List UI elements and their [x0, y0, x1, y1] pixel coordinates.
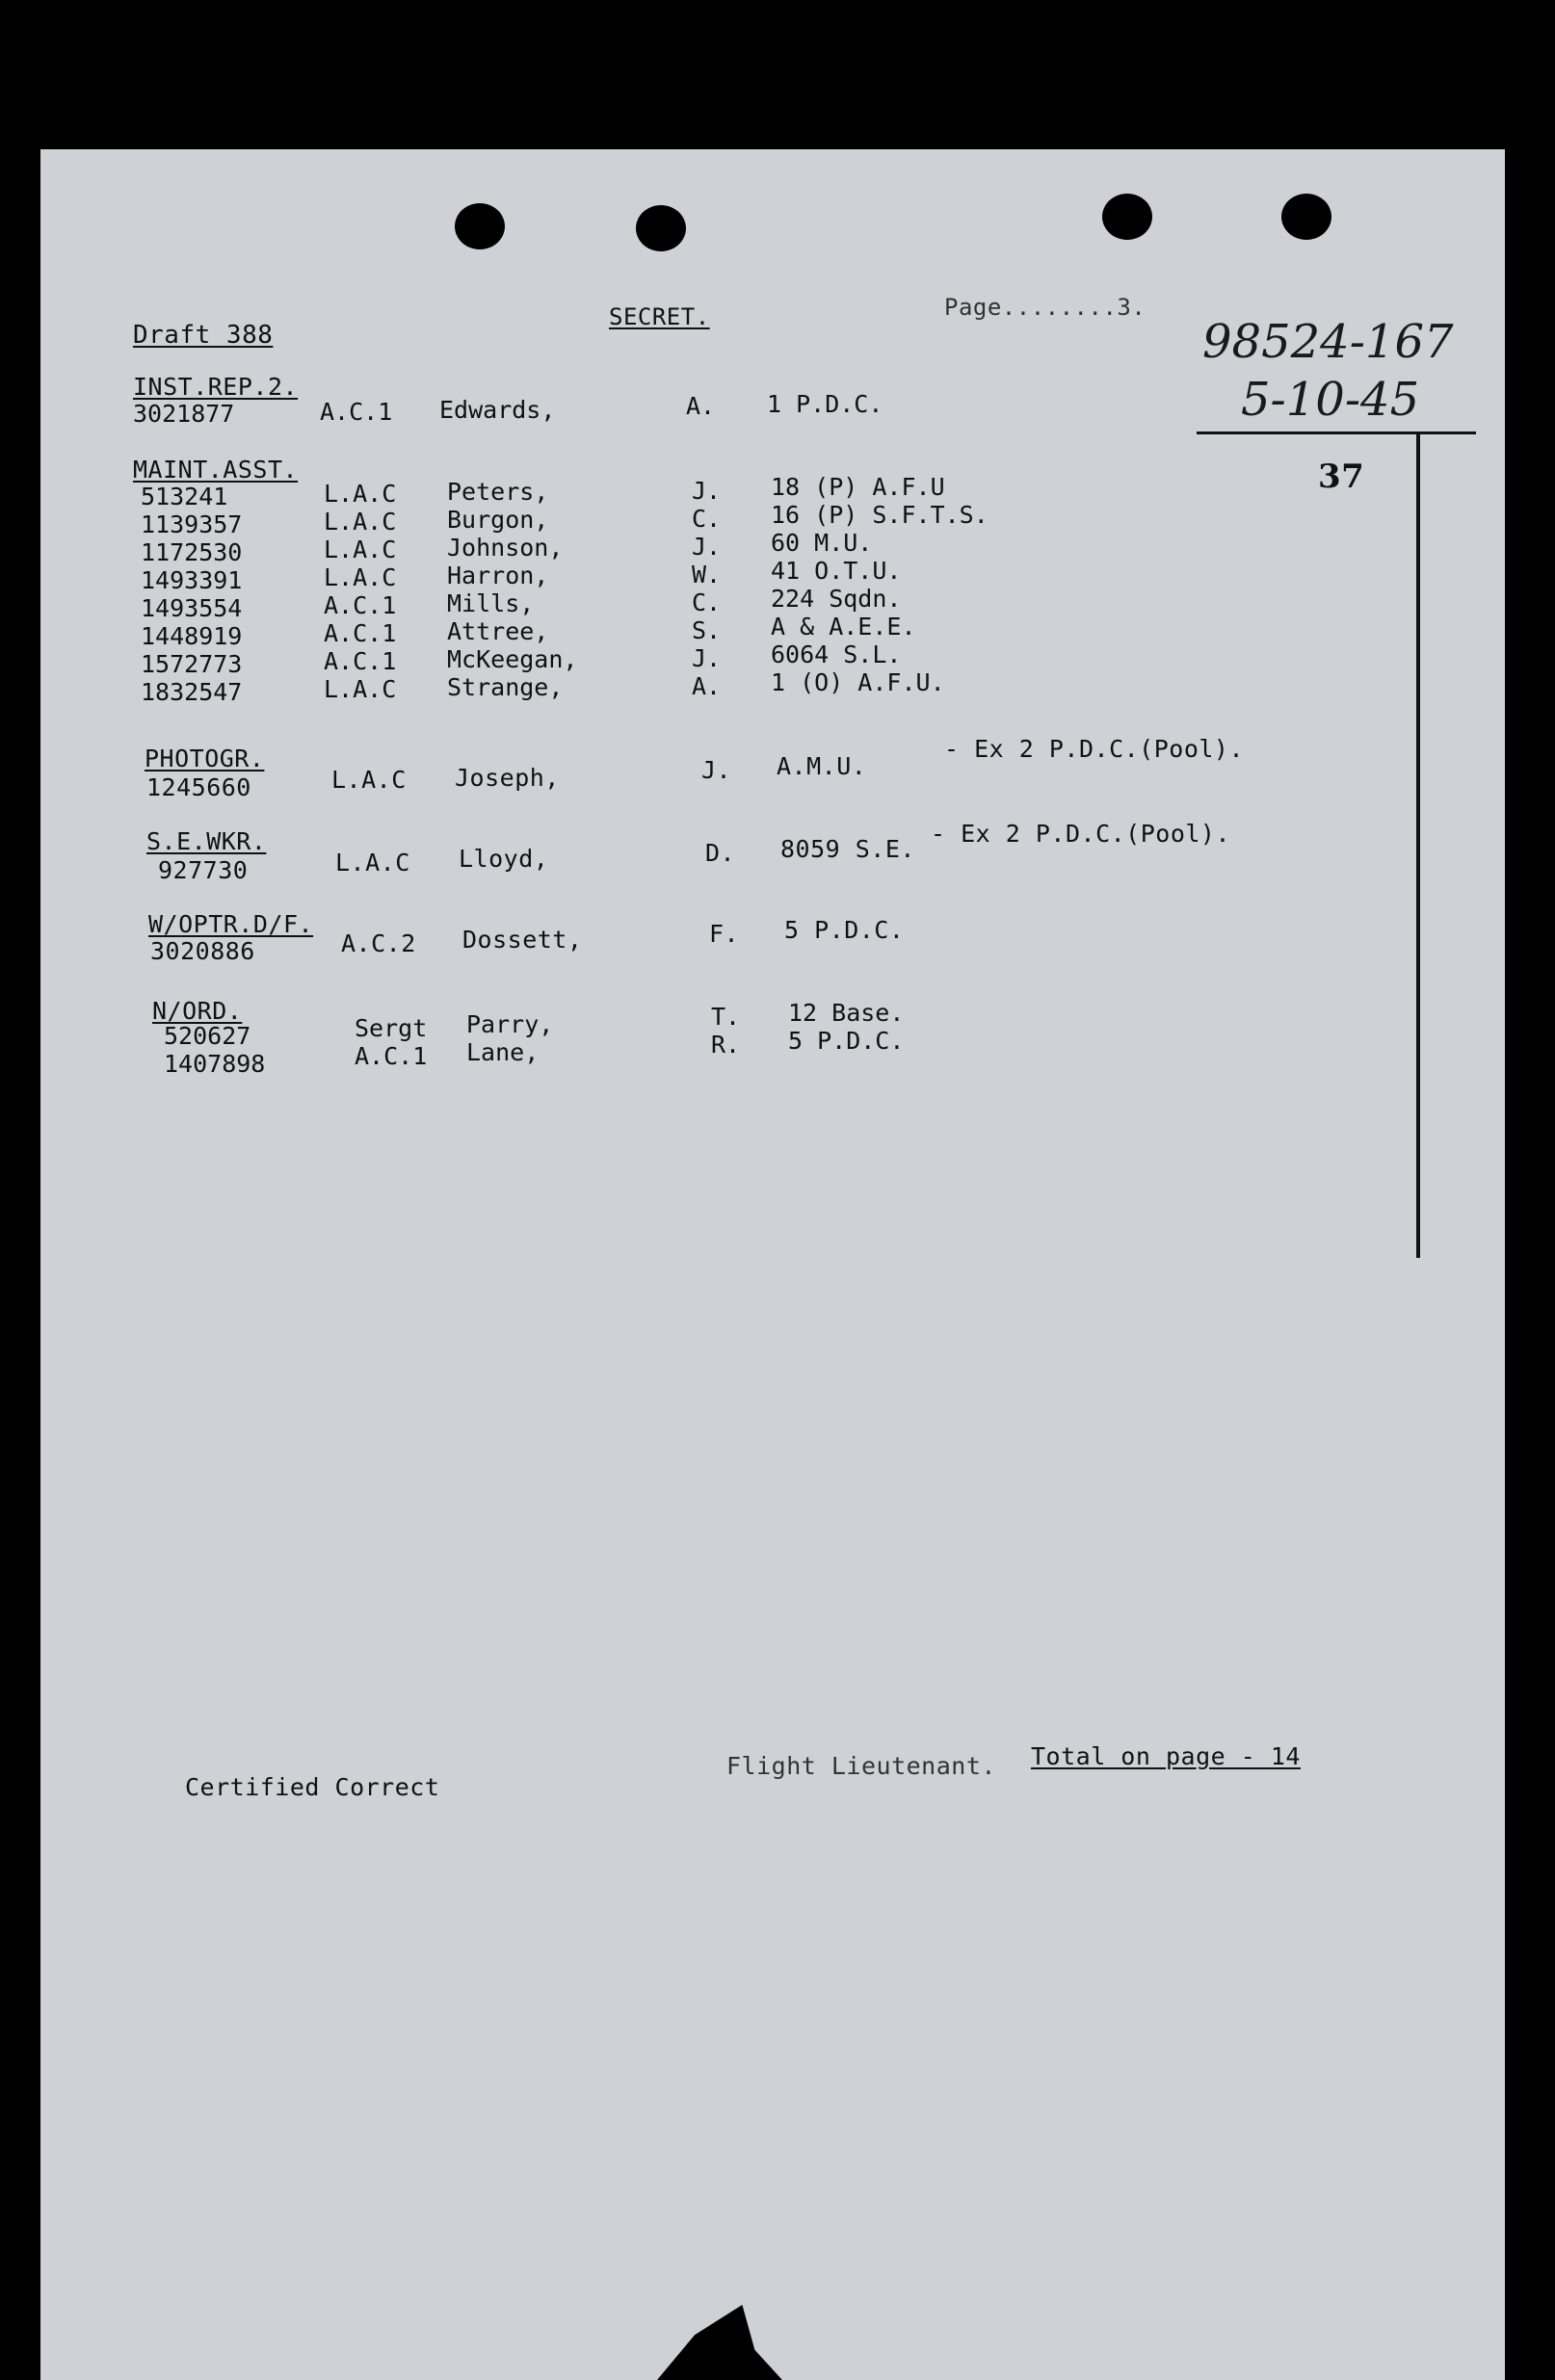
posting: 16 (P) S.F.T.S.: [771, 501, 988, 529]
punch-hole: [636, 205, 686, 251]
code: C.: [692, 505, 722, 533]
code: J.: [692, 533, 722, 561]
name-column: [439, 396, 555, 424]
rank: A.C.2: [341, 929, 416, 957]
service-number: 1172530: [141, 538, 243, 566]
margin-rule-horizontal: [1197, 432, 1476, 434]
service-number: 1493554: [141, 594, 243, 622]
folio-number: 37: [1318, 458, 1365, 496]
service-number: 3021877: [133, 400, 235, 428]
section-heading: INST.REP.2.: [133, 373, 299, 401]
rank: L.A.C: [324, 536, 397, 563]
rank: L.A.C: [324, 563, 397, 591]
punch-hole: [1281, 194, 1331, 240]
posting: 6064 S.L.: [771, 641, 902, 668]
service-number: 3020886: [150, 937, 255, 965]
rank: L.A.C: [324, 480, 397, 508]
rank: A.C.1: [324, 591, 397, 619]
number-column: [164, 1022, 265, 1078]
document-page: [40, 149, 1505, 2380]
posting-column: [788, 999, 904, 1055]
code: T.: [711, 1003, 741, 1031]
code: R.: [711, 1031, 741, 1059]
section-rows: [133, 400, 234, 428]
code: F.: [709, 920, 740, 948]
code: D.: [705, 839, 736, 867]
posting: 41 O.T.U.: [771, 557, 902, 585]
surname: Burgon,: [447, 506, 549, 534]
posting: 8059 S.E.: [780, 835, 915, 863]
section-heading: N/ORD.: [152, 997, 243, 1025]
surname: Parry,: [466, 1010, 554, 1038]
rank: Sergt: [355, 1014, 428, 1042]
code: S.: [692, 616, 722, 644]
rank: L.A.C: [335, 849, 410, 876]
service-number: 1139357: [141, 510, 243, 538]
posting: A & A.E.E.: [771, 613, 916, 641]
service-number: 1448919: [141, 622, 243, 650]
rank-column: [355, 1014, 427, 1070]
posting: 12 Base.: [788, 999, 905, 1027]
rank-column: [320, 398, 392, 426]
service-number: 520627: [164, 1022, 251, 1050]
code: J.: [692, 644, 722, 672]
surname: Attree,: [447, 617, 549, 645]
surname: Peters,: [447, 478, 549, 506]
surname: Strange,: [447, 673, 564, 701]
code-column: [711, 1003, 740, 1059]
posting-column: [771, 473, 988, 696]
posting: 224 Sqdn.: [771, 585, 902, 613]
posting: 1 (O) A.F.U.: [771, 668, 945, 696]
name-column: [447, 478, 577, 701]
rank: L.A.C: [324, 675, 397, 703]
margin-rule-vertical: [1416, 434, 1420, 1258]
code-column: [692, 477, 721, 700]
posting: 5 P.D.C.: [784, 916, 905, 944]
rank: L.A.C: [324, 508, 397, 536]
posting: 1 P.D.C.: [767, 390, 883, 418]
posting: 60 M.U.: [771, 529, 873, 557]
posting: 18 (P) A.F.U: [771, 473, 945, 501]
service-number: 1832547: [141, 678, 243, 706]
rank: A.C.1: [324, 647, 397, 675]
rank: L.A.C: [331, 766, 407, 794]
reference-date: 5-10-45: [1241, 373, 1420, 427]
surname: Mills,: [447, 589, 535, 617]
signatory-rank: Flight Lieutenant.: [726, 1752, 996, 1780]
punch-hole: [455, 203, 505, 249]
code: W.: [692, 561, 722, 588]
surname: Johnson,: [447, 534, 564, 562]
page-number: Page........3.: [944, 294, 1146, 321]
posting: A.M.U.: [777, 752, 867, 780]
service-number: 513241: [141, 483, 228, 510]
section-heading: W/OPTR.D/F.: [148, 910, 314, 938]
code-column: [686, 392, 715, 420]
classification-marking: SECRET.: [609, 303, 710, 330]
code: A.: [692, 672, 722, 700]
rank: A.C.1: [324, 619, 397, 647]
name-column: [466, 1010, 553, 1066]
code: C.: [692, 588, 722, 616]
surname: Edwards,: [439, 396, 556, 424]
surname: Joseph,: [455, 764, 560, 792]
section-heading: PHOTOGR.: [145, 745, 265, 772]
reference-number: 98524-167: [1202, 315, 1454, 369]
rank: A.C.1: [355, 1042, 428, 1070]
certification-line: Certified Correct: [185, 1773, 440, 1801]
punch-hole: [1102, 194, 1152, 240]
surname: Lane,: [466, 1038, 540, 1066]
posting: 5 P.D.C.: [788, 1027, 905, 1055]
service-number: 1245660: [146, 773, 251, 801]
page-total: Total on page - 14: [1031, 1742, 1301, 1770]
service-number: 927730: [158, 856, 249, 884]
posting-column: [767, 390, 883, 418]
posting-note: - Ex 2 P.D.C.(Pool).: [931, 820, 1231, 848]
number-column: [141, 483, 242, 706]
surname: Lloyd,: [459, 845, 549, 873]
rank-column: [324, 480, 396, 703]
rank: A.C.1: [320, 398, 393, 426]
paper-tear: [657, 2305, 782, 2380]
service-number: 1572773: [141, 650, 243, 678]
code: J.: [692, 477, 722, 505]
code: A.: [686, 392, 716, 420]
code: J.: [701, 756, 732, 784]
section-heading: S.E.WKR.: [146, 827, 267, 855]
section-heading: MAINT.ASST.: [133, 456, 299, 484]
service-number: 1493391: [141, 566, 243, 594]
surname: McKeegan,: [447, 645, 578, 673]
service-number: 1407898: [164, 1050, 266, 1078]
draft-number: Draft 388: [133, 321, 274, 350]
posting-note: - Ex 2 P.D.C.(Pool).: [944, 735, 1245, 763]
surname: Dossett,: [462, 926, 583, 954]
surname: Harron,: [447, 562, 549, 589]
